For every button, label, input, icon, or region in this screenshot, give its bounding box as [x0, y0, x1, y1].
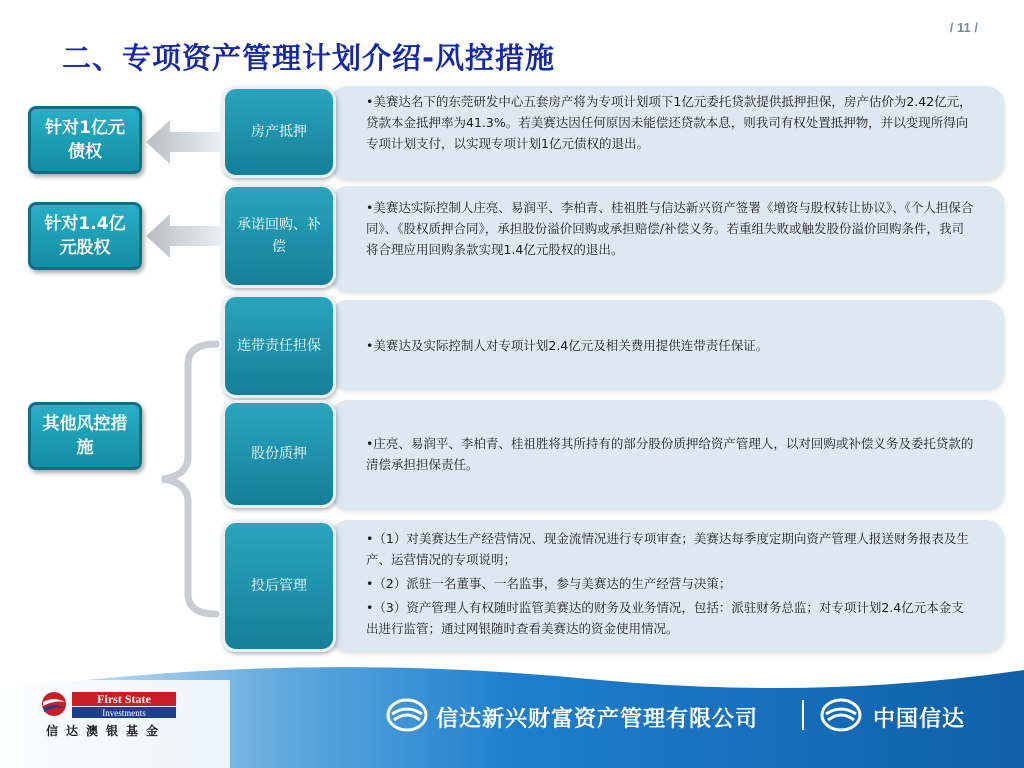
cinda-company-name: 信达新兴财富资产管理有限公司 [436, 707, 759, 732]
group-label: 针对1亿元债权 [45, 118, 125, 162]
first-state-line2: Investments [102, 708, 146, 718]
arrow-left-icon [146, 212, 224, 260]
first-state-line1: First State [97, 692, 151, 706]
row-text: •庄亮、易润平、李柏青、桂祖胜将其所持有的部分股份质押给资产管理人，以对回购或补偿义务及委托贷款的清偿承担担保责任。 [366, 436, 974, 472]
group-label: 其他风控措施 [42, 414, 128, 458]
row-card-post-investment [330, 520, 1004, 652]
china-cinda-logo-icon [820, 698, 862, 732]
label-text: 连带责任担保 [237, 338, 321, 354]
group-other [28, 402, 142, 470]
china-cinda-name: 中国信达 [873, 707, 966, 732]
label-text: 投后管理 [251, 578, 307, 594]
row-text: •（3）资产管理人有权随时监管美赛达的财务及业务情况，包括：派驻财务总监；对专项计划2.4亿元本金支出进行监管；通过网银随时查看美赛达的资金使用情况。 [366, 600, 964, 636]
label-buyback [222, 184, 336, 288]
arrow-left-icon [146, 118, 224, 166]
group-label: 针对1.4亿元股权 [44, 214, 126, 258]
label-pledge [222, 400, 336, 508]
cinda-logo-icon [386, 698, 428, 732]
label-mortgage [222, 86, 336, 178]
first-state-logo-icon [40, 690, 180, 720]
row-card-buyback [330, 186, 1004, 292]
row-card-guarantee [330, 300, 1004, 390]
brace-icon [150, 338, 220, 620]
label-text: 承诺回购、补偿 [237, 217, 321, 255]
row-text: •（2）派驻一名董事、一名监事，参与美赛达的生产经营与决策； [366, 576, 732, 591]
row-text: •美赛达及实际控制人对专项计划2.4亿元及相关费用提供连带责任保证。 [366, 338, 769, 353]
page-title: 二、专项资产管理计划介绍-风控措施 [62, 41, 556, 75]
label-guarantee [222, 294, 336, 398]
row-card-pledge [330, 400, 1004, 510]
label-text: 房产抵押 [251, 124, 307, 140]
row-text: •美赛达名下的东莞研发中心五套房产将为专项计划项下1亿元委托贷款提供抵押担保，房产估价为2.42亿元，贷款本金抵押率为41.3%。若美赛达因任何原因未能偿还贷款本息，则我司有权处置抵押物，并以变现所得向专项计划支付，以实现专项计划1亿元债权的退出。 [366, 94, 972, 151]
row-text: •（1）对美赛达生产经营情况、现金流情况进行专项审查；美赛达每季度定期向资产管理人报送财务报表及生产、运营情况的专项说明； [366, 531, 969, 567]
first-state-cn: 信达澳银基金 [46, 724, 167, 738]
row-text: •美赛达实际控制人庄亮、易润平、李柏青、桂祖胜与信达新兴资产签署《增资与股权转让协议》、《个人担保合同》、《股权质押合同》，承担股份溢价回购或承担赔偿/补偿义务。若重组失败或触发股份溢价回购条件，我司将合理应用回购条款实现1.4亿元股权的退出。 [366, 200, 974, 257]
footer-divider [802, 700, 804, 730]
row-card-mortgage [330, 86, 1004, 180]
label-text: 股份质押 [251, 446, 307, 462]
page-number: / 11 / [949, 20, 978, 35]
group-debt [28, 106, 142, 174]
label-post-investment [222, 520, 336, 652]
group-equity [28, 202, 142, 270]
